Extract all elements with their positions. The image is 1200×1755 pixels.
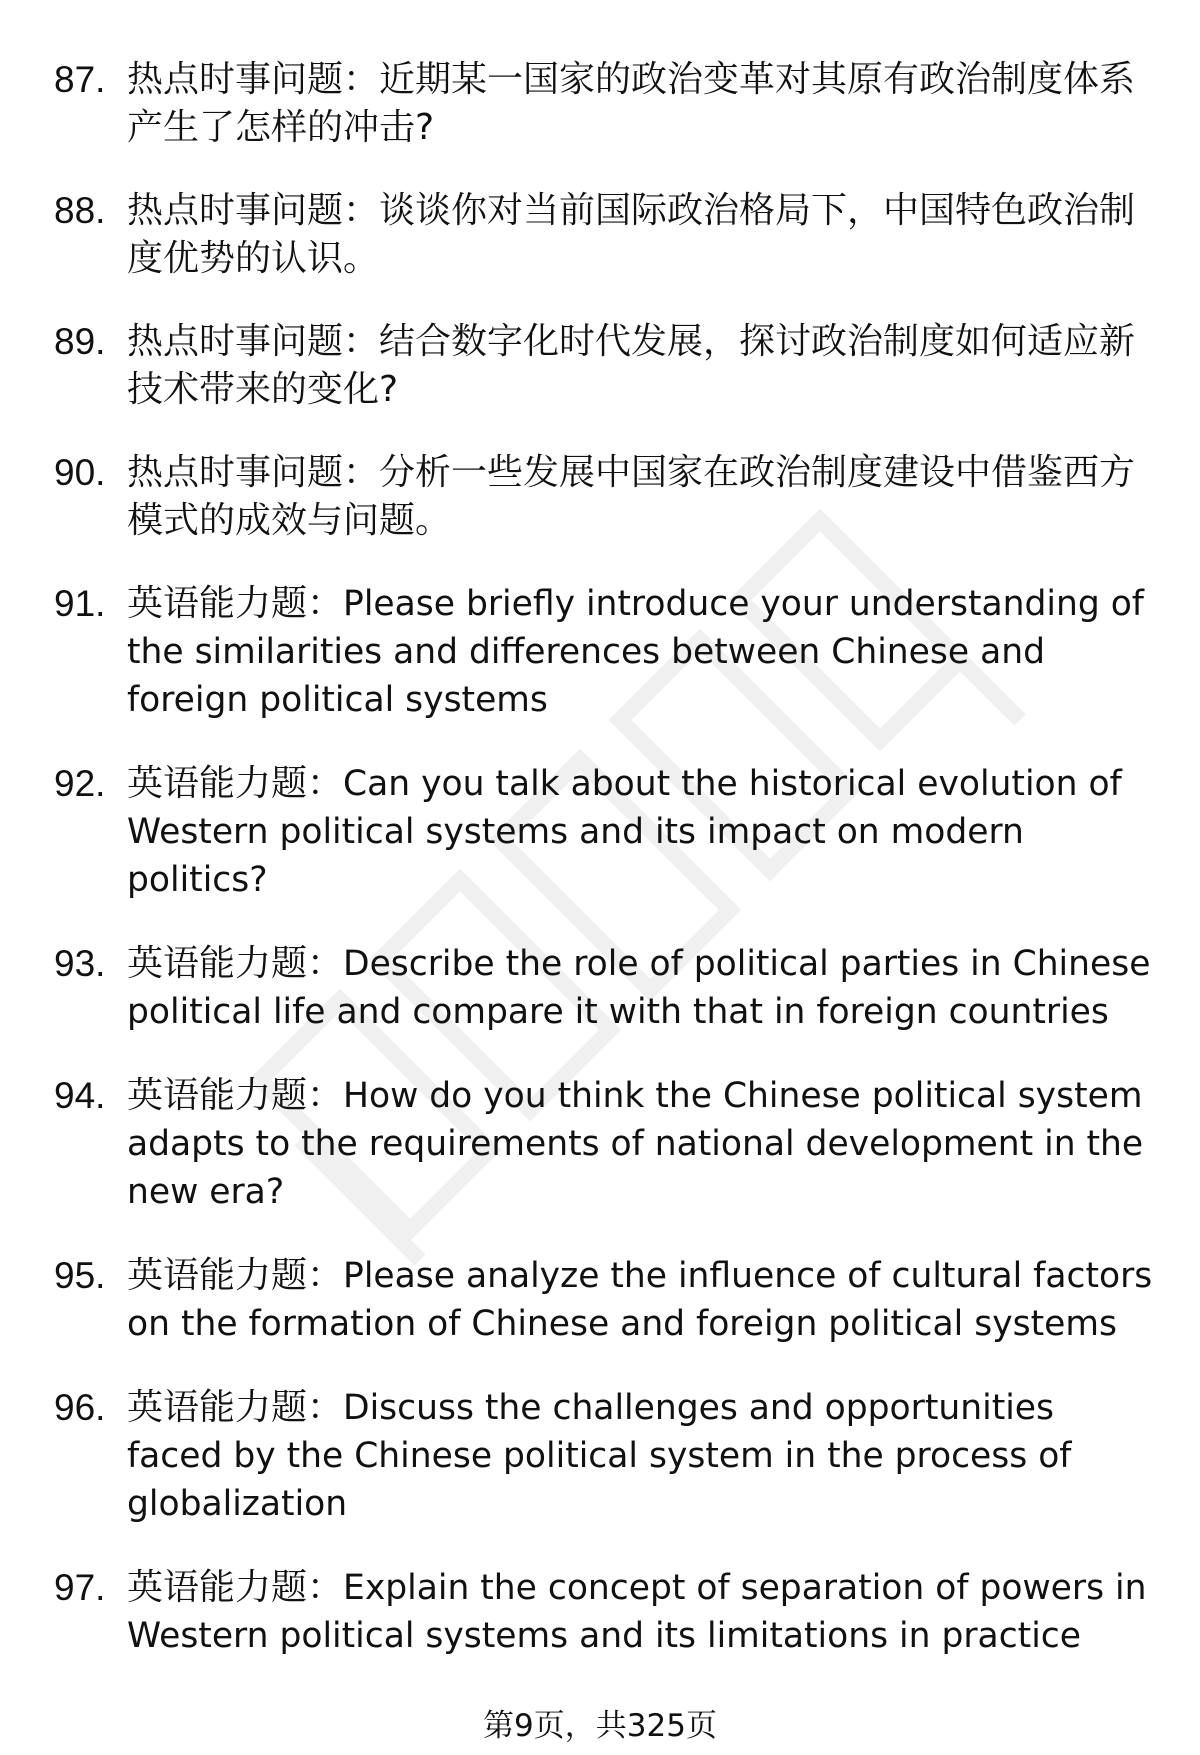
question-text: 谈谈你对当前国际政治格局下，中国特色政治制度优势的认识。 bbox=[127, 190, 1136, 279]
question-number: 92. bbox=[54, 763, 106, 804]
question-number: 90. bbox=[54, 452, 106, 493]
question-number: 88. bbox=[54, 190, 106, 231]
question-item bbox=[0, 318, 1200, 414]
question-item bbox=[0, 56, 1200, 152]
question-number: 94. bbox=[54, 1075, 106, 1116]
question-number: 97. bbox=[54, 1567, 106, 1608]
question-tag: 英语能力题： bbox=[127, 583, 344, 624]
question-text: 近期某一国家的政治变革对其原有政治制度体系产生了怎样的冲击? bbox=[127, 59, 1136, 148]
question-tag: 英语能力题： bbox=[127, 943, 344, 984]
question-item bbox=[0, 580, 1200, 724]
question-text: Explain the concept of separation of powers in Western political systems and its limitations in practice bbox=[127, 1568, 1147, 1656]
question-number: 87. bbox=[54, 59, 106, 100]
question-text: How do you think the Chinese political system adapts to the requirements of national development in the new era? bbox=[127, 1076, 1144, 1212]
question-list bbox=[0, 56, 1200, 1696]
question-text: Please briefly introduce your understanding of the similarities and differences between Chinese and foreign political systems bbox=[127, 584, 1144, 720]
question-number: 89. bbox=[54, 321, 106, 362]
question-text: Please analyze the influence of cultural factors on the formation of Chinese and foreign political systems bbox=[127, 1256, 1153, 1344]
question-tag: 热点时事问题： bbox=[127, 321, 380, 362]
question-tag: 热点时事问题： bbox=[127, 452, 380, 493]
question-item bbox=[0, 940, 1200, 1036]
question-item bbox=[0, 1252, 1200, 1348]
question-number: 96. bbox=[54, 1387, 106, 1428]
question-item bbox=[0, 449, 1200, 545]
question-text: Describe the role of political parties in Chinese political life and compare it with that in foreign countries bbox=[127, 944, 1151, 1032]
question-tag: 英语能力题： bbox=[127, 763, 344, 804]
question-item bbox=[0, 187, 1200, 283]
question-item bbox=[0, 760, 1200, 904]
question-tag: 英语能力题： bbox=[127, 1567, 344, 1608]
question-item bbox=[0, 1072, 1200, 1216]
question-item bbox=[0, 1384, 1200, 1528]
question-text: 分析一些发展中国家在政治制度建设中借鉴西方模式的成效与问题。 bbox=[127, 452, 1136, 541]
question-text: 结合数字化时代发展，探讨政治制度如何适应新技术带来的变化? bbox=[127, 321, 1136, 410]
question-item bbox=[0, 1564, 1200, 1660]
question-number: 93. bbox=[54, 943, 106, 984]
question-tag: 热点时事问题： bbox=[127, 190, 380, 231]
page-number-footer: 第9页，共325页 bbox=[483, 1708, 717, 1744]
question-text: Discuss the challenges and opportunities faced by the Chinese political system in the process of globalization bbox=[127, 1388, 1072, 1524]
question-tag: 热点时事问题： bbox=[127, 59, 380, 100]
question-number: 95. bbox=[54, 1255, 106, 1296]
question-tag: 英语能力题： bbox=[127, 1387, 344, 1428]
question-number: 91. bbox=[54, 583, 106, 624]
question-tag: 英语能力题： bbox=[127, 1255, 344, 1296]
question-text: Can you talk about the historical evolution of Western political systems and its impact on modern politics? bbox=[127, 764, 1122, 900]
question-tag: 英语能力题： bbox=[127, 1075, 344, 1116]
